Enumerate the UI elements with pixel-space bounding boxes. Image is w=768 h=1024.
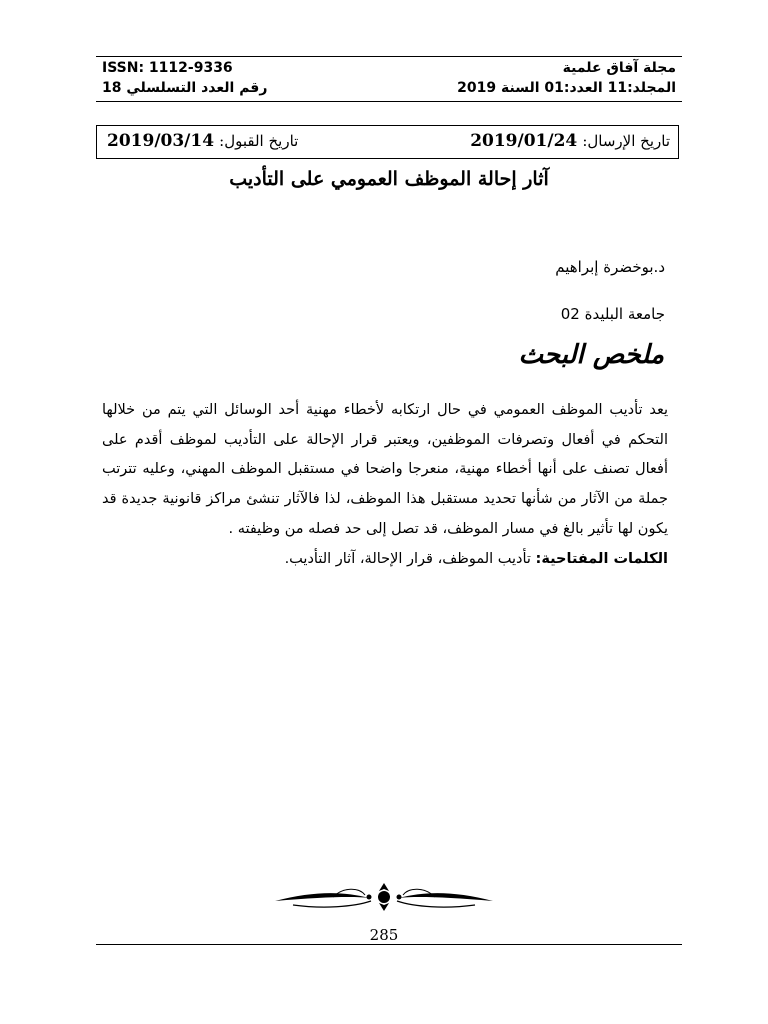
author-name: د.بوخضرة إبراهيم	[555, 258, 665, 276]
sent-date-value: 2019/01/24	[470, 131, 578, 151]
issn: ISSN: 1112-9336	[102, 60, 233, 76]
header-row-2	[102, 78, 676, 98]
abstract-text: يعد تأديب الموظف العمومي في حال ارتكابه لأخطاء مهنية أحد الوسائل التي يتم من خلالها التحكم في أفعال وتصرفات الموظفين، ويعتبر قرار الإحالة على التأديب لموظف أقدم على أفعال تصنف على أنها أخطاء مهنية، منعرجا واضحا في مستقبل الموظف المهني، وعليه تترتب جملة من الآثار من شأنها تحديد مستقبل هذا الموظف، لذا فالآثار تنشئ مراكز قانونية جديدة قد يكون لها تأثير بالغ في مسار الموظف، قد تصل إلى حد فصله من وظيفته .	[102, 402, 668, 537]
footer-rule	[96, 944, 682, 945]
journal-name: مجلة آفاق علمية	[562, 60, 676, 76]
accepted-date-value: 2019/03/14	[107, 131, 215, 151]
accepted-date	[107, 131, 298, 151]
accepted-date-label: تاريخ القبول:	[219, 132, 299, 150]
keywords-label: الكلمات المفتاحية:	[535, 550, 668, 567]
keywords-value: تأديب الموظف، قرار الإحالة، آثار التأديب.	[284, 550, 531, 567]
sent-date	[470, 131, 670, 151]
keywords	[102, 545, 668, 575]
volume-info: المجلد:11 العدد:01 السنة 2019	[457, 80, 676, 96]
sent-date-label: تاريخ الإرسال:	[582, 132, 670, 150]
decorative-divider-icon	[273, 877, 495, 917]
university: جامعة البليدة 02	[560, 305, 665, 323]
paper-title: آثار إحالة الموظف العمومي على التأديب	[229, 168, 549, 190]
abstract-body	[102, 396, 668, 574]
serial-number: رقم العدد التسلسلي 18	[102, 80, 268, 96]
journal-header	[96, 56, 682, 102]
page-number: 285	[369, 926, 399, 944]
header-row-1	[102, 58, 676, 78]
abstract-heading: ملخص البحث	[518, 340, 664, 370]
dates-box	[96, 125, 679, 159]
